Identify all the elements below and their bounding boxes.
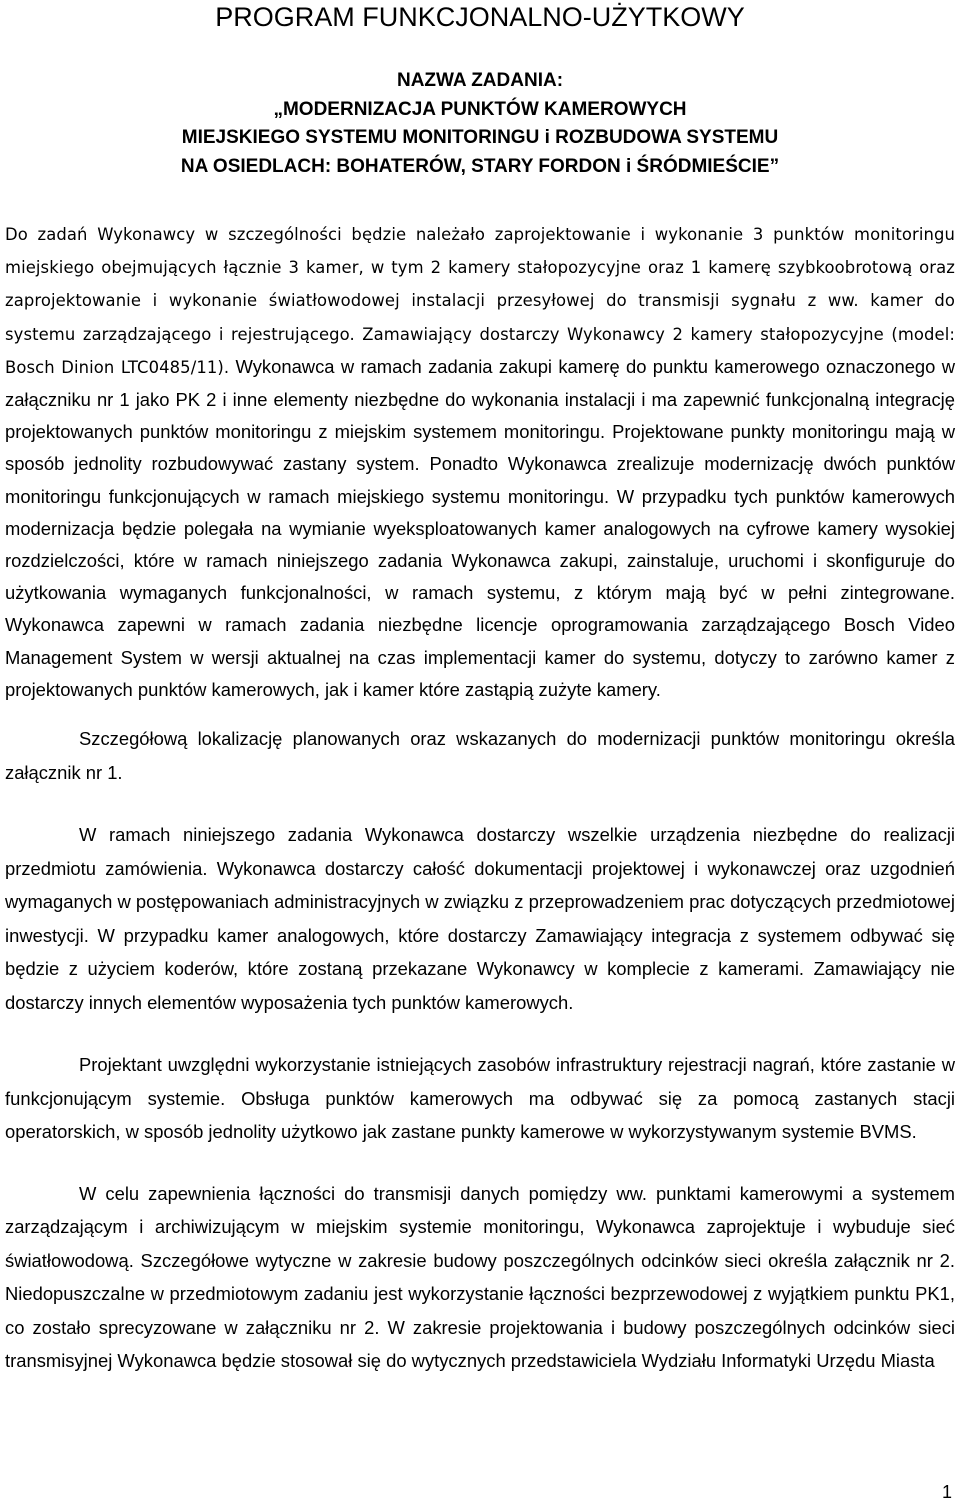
task-name-block [0, 67, 960, 181]
paragraph-scope-part1: Do zadań Wykonawcy w szczególności będzie należało zaprojektowanie i wykonanie 3 punktów monitoringu miejskiego obejmujących łącznie 3 kamer, w tym 2 kamery stałopozycyjne oraz 1 kamerę szybkoobrotową oraz zaprojektowanie i wykonanie światłowodowej instalacji przesyłowej do transmisji sygnału z ww. kamer do systemu zarządzającego i rejestrującego. Zamawiający dostarczy Wykonawcy 2 kamery stałopozycyjne (model: Bosch Dinion LTC0485/11). [5, 225, 955, 377]
paragraph-scope [5, 218, 955, 706]
document-title: PROGRAM FUNKCJONALNO-UŻYTKOWY [215, 2, 745, 32]
paragraph-scope-part2: Wykonawca w ramach zadania zakupi kamerę do punktu kamerowego oznaczonego w załączniku nr 1 jako PK 2 i inne elementy niezbędne do wykonania instalacji i ma zapewnić funkcjonalną integrację projektowanych punktów monitoringu z miejskim systemem monitoringu. Projektowane punkty monitoringu mają w sposób jednolity rozbudowywać zastany system. Ponadto Wykonawca zrealizuje modernizację dwóch punktów monitoringu funkcjonujących w ramach miejskiego systemu monitoringu. W przypadku tych punktów kamerowych modernizacja będzie polegała na wymianie wyeksploatowanych kamer analogowych na cyfrowe kamery wysokiej rozdzielczości, które w ramach niniejszego zadania Wykonawca zakupi, zainstaluje, uruchomi i skonfiguruje do użytkowania wymaganych funkcjonalności, w ramach systemu, z którym mają być w pełni zintegrowane. Wykonawca zapewni w ramach zadania niezbędne licencje oprogramowania zarządzającego Bosch Video Management System w wersji aktualnej na czas implementacji kamer do systemu, dotyczy to zarówno kamer z projektowanych punktów kamerowych, jak i kamer które zastąpią zużyte kamery. [5, 355, 956, 700]
page-number: 1 [941, 1482, 952, 1502]
paragraph-network: W celu zapewnienia łączności do transmisji danych pomiędzy ww. punktami kamerowymi a systemem zarządzającym i archiwizującym w miejskim systemie monitoringu, Wykonawca zaprojektuje i wybuduje sieć światłowodową. Szczegółowe wytyczne w zakresie budowy poszczególnych odcinków sieci określa załącznik nr 2. Niedopuszczalne w przedmiotowym zadaniu jest wykorzystanie łączności bezprzewodowej z wyjątkiem punktu PK1, co zostało sprecyzowane w załączniku nr 2. W zakresie projektowania i budowy poszczególnych odcinków sieci transmisyjnej Wykonawca będzie stosował się do wytycznych przedstawiciela Wydziału Informatyki Urzędu Miasta [5, 1182, 955, 1372]
document-body [5, 218, 955, 1378]
task-line-3: NA OSIEDLACH: BOHATERÓW, STARY FORDON i ŚRÓDMIEŚCIE” [180, 155, 780, 177]
task-label: NAZWA ZADANIA: [396, 70, 564, 91]
paragraph-location: Szczegółową lokalizację planowanych oraz wskazanych do modernizacji punktów monitoringu określa załącznik nr 1. [5, 728, 955, 783]
paragraph-equipment: W ramach niniejszego zadania Wykonawca dostarczy wszelkie urządzenia niezbędne do realizacji przedmiotu zamówienia. Wykonawca dostarczy całość dokumentacji projektowej i wykonawczej oraz uzgodnień wymaganych w postępowaniach administracyjnych w związku z przeprowadzeniem prac dotyczących przedmiotowej inwestycji. W przypadku kamer analogowych, które dostarczy Zamawiający integracja z systemem odbywać się będzie z użyciem koderów, które zostaną przekazane Wykonawcy w komplecie z kamerami. Zamawiający nie dostarczy innych elementów wyposażenia tych punktów kamerowych. [5, 824, 955, 1013]
task-line-1: „MODERNIZACJA PUNKTÓW KAMEROWYCH [273, 98, 687, 120]
task-line-2: MIEJSKIEGO SYSTEMU MONITORINGU i ROZBUDOWA SYSTEMU [181, 127, 779, 148]
paragraph-designer: Projektant uwzględni wykorzystanie istniejących zasobów infrastruktury rejestracji nagrań, które zastanie w funkcjonującym systemie. Obsługa punktów kamerowych ma odbywać się za pomocą zastanych stacji operatorskich, w sposób jednolity użytkowo jak zastane punkty kamerowe w wykorzystywanym systemie BVMS. [5, 1054, 955, 1143]
